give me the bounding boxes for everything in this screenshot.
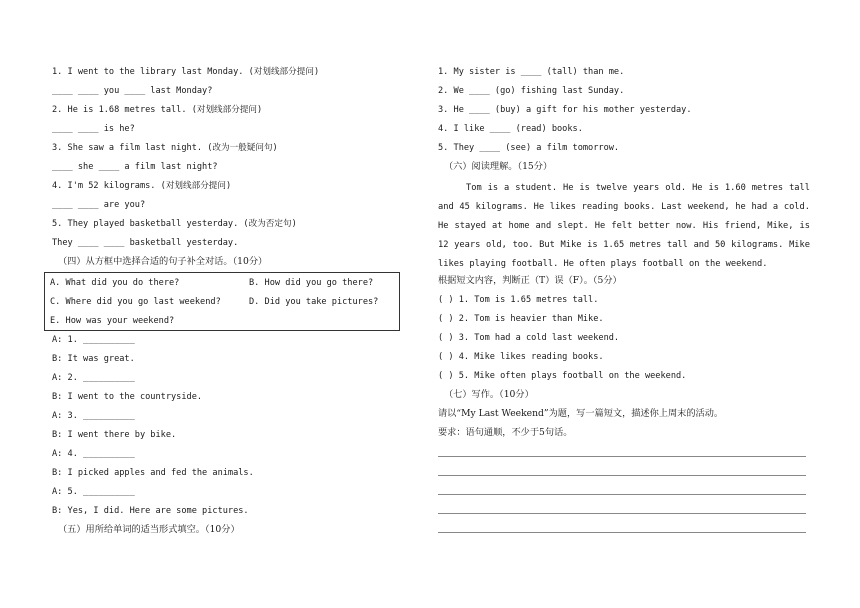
fill-item: 5. They ____ (see) a film tomorrow. bbox=[438, 143, 620, 153]
q2: 2. He is 1.68 metres tall. (对划线部分提问) bbox=[52, 105, 263, 115]
dialogue-line: A: 2. __________ bbox=[52, 373, 135, 383]
fill-item: 3. He ____ (buy) a gift for his mother yesterday. bbox=[438, 105, 692, 115]
dialogue-line: A: 3. __________ bbox=[52, 411, 135, 421]
option-c: C. Where did you go last weekend? bbox=[50, 297, 221, 307]
writing-line bbox=[438, 513, 806, 514]
answer-2: ____ ____ is he? bbox=[52, 124, 135, 134]
passage-text: Tom is a student. He is twelve years old. He is 1.60 metres tall and 45 kilograms. He likes reading books. Last weekend, he had a cold. He stayed at home and slept. He felt better now. His friend, Mike, is 12 years old, too. But Mike is 1.65 metres tall and 50 kilograms. Mike likes playing football. He often plays football on the weekend. bbox=[438, 183, 810, 270]
reading-passage bbox=[438, 179, 810, 274]
option-d: D. Did you take pictures? bbox=[249, 297, 379, 307]
q3: 3. She saw a film last night. (改为一般疑问句) bbox=[52, 143, 278, 153]
dialogue-line: A: 5. __________ bbox=[52, 487, 135, 497]
writing-line bbox=[438, 532, 806, 533]
q5: 5. They played basketball yesterday. (改为否定句) bbox=[52, 219, 297, 229]
section-7-title: （七）写作。（10分） bbox=[444, 389, 534, 400]
dialogue-line: B: It was great. bbox=[52, 354, 135, 364]
tf-item: ( ) 5. Mike often plays football on the weekend. bbox=[438, 371, 687, 381]
option-a: A. What did you do there? bbox=[50, 278, 180, 288]
fill-item: 1. My sister is ____ (tall) than me. bbox=[438, 67, 625, 77]
option-e: E. How was your weekend? bbox=[50, 316, 175, 326]
fill-item: 2. We ____ (go) fishing last Sunday. bbox=[438, 86, 625, 96]
dialogue-line: B: I went there by bike. bbox=[52, 430, 177, 440]
tf-item: ( ) 2. Tom is heavier than Mike. bbox=[438, 314, 604, 324]
dialogue-line: A: 4. __________ bbox=[52, 449, 135, 459]
fill-item: 4. I like ____ (read) books. bbox=[438, 124, 583, 134]
q1: 1. I went to the library last Monday. (对划线部分提问) bbox=[52, 67, 320, 77]
answer-1: ____ ____ you ____ last Monday? bbox=[52, 86, 213, 96]
writing-line bbox=[438, 456, 806, 457]
answer-4: ____ ____ are you? bbox=[52, 200, 146, 210]
dialogue-line: B: I went to the countryside. bbox=[52, 392, 203, 402]
writing-line bbox=[438, 494, 806, 495]
writing-requirement: 要求：语句通顺，不少于5句话。 bbox=[438, 427, 573, 438]
answer-3: ____ she ____ a film last night? bbox=[52, 162, 218, 172]
answer-5: They ____ ____ basketball yesterday. bbox=[52, 238, 239, 248]
tf-item: ( ) 1. Tom is 1.65 metres tall. bbox=[438, 295, 599, 305]
options-box bbox=[44, 272, 400, 331]
option-b: B. How did you go there? bbox=[249, 278, 374, 288]
dialogue-line: B: I picked apples and fed the animals. bbox=[52, 468, 254, 478]
section-5-title: （五）用所给单词的适当形式填空。（10分） bbox=[58, 524, 240, 535]
dialogue-line: A: 1. __________ bbox=[52, 335, 135, 345]
tf-item: ( ) 4. Mike likes reading books. bbox=[438, 352, 604, 362]
tf-item: ( ) 3. Tom had a cold last weekend. bbox=[438, 333, 620, 343]
writing-line bbox=[438, 475, 806, 476]
q4: 4. I'm 52 kilograms. (对划线部分提问) bbox=[52, 181, 232, 191]
tf-instruction: 根据短文内容，判断正（T）误（F）。（5分） bbox=[438, 275, 622, 286]
writing-prompt: 请以“My Last Weekend”为题，写一篇短文，描述你上周末的活动。 bbox=[438, 408, 724, 419]
section-6-title: （六）阅读理解。（15分） bbox=[444, 161, 553, 172]
dialogue-line: B: Yes, I did. Here are some pictures. bbox=[52, 506, 249, 516]
section-4-title: （四）从方框中选择合适的句子补全对话。（10分） bbox=[58, 256, 268, 267]
